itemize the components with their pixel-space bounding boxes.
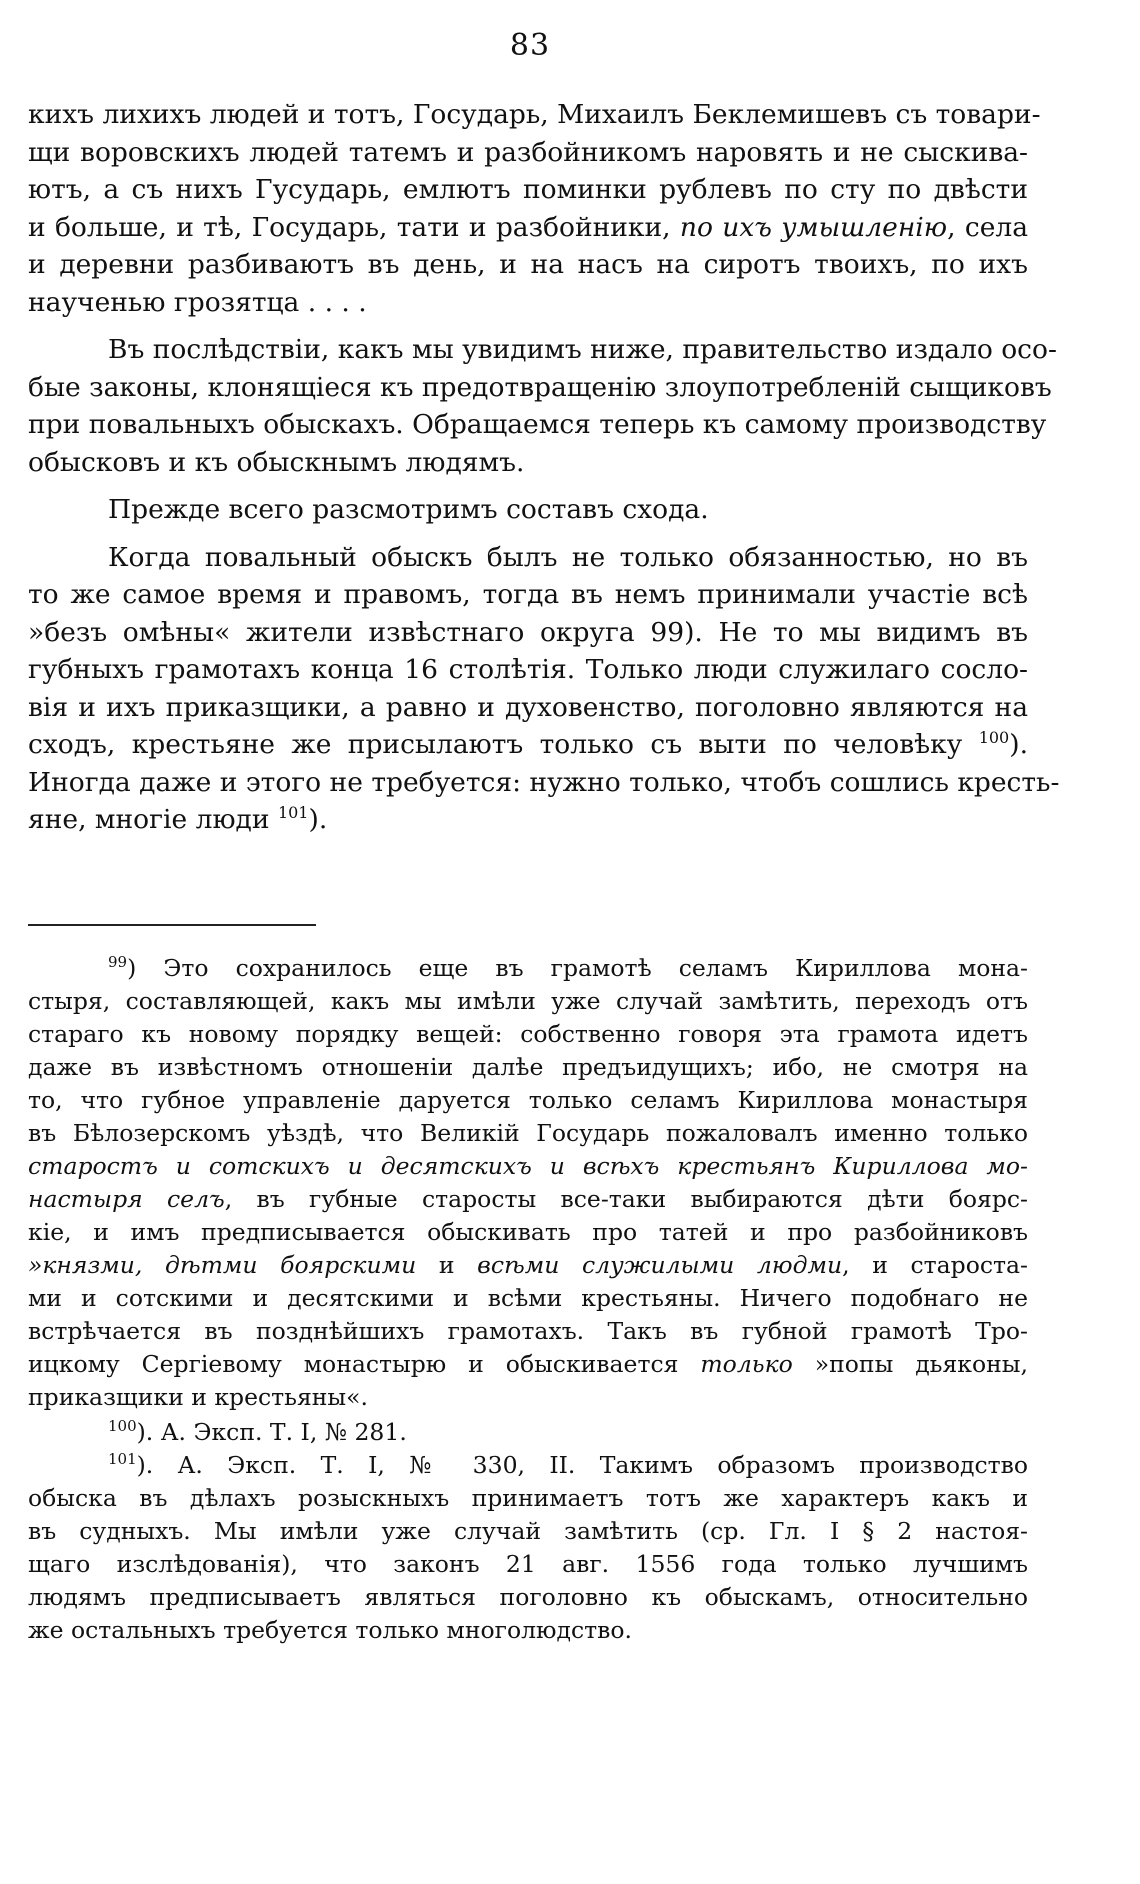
footnote-line: же остальныхъ требуется только многолюдство.	[28, 1616, 632, 1644]
footnote-line: приказщики и крестьяны«.	[28, 1383, 368, 1411]
footnote-line	[28, 952, 1028, 985]
footnote-line: то, что губное управленіе даруется только селамъ Кириллова монастыря	[28, 1086, 1028, 1114]
text-line: Иногда даже и этого не требуется: нужно только, чтобъ сошлись кресть-	[28, 766, 1060, 798]
text-line: при повальныхъ обыскахъ. Обращаемся теперь къ самому производству	[28, 409, 1047, 440]
text-fragment: и	[416, 1251, 478, 1279]
main-text	[28, 96, 1060, 839]
footnote-line: въ Бѣлозерскомъ уѣздѣ, что Великій Государь пожаловалъ именно только	[28, 1119, 1028, 1147]
emphasis-text: только	[700, 1350, 793, 1378]
text-line: Въ послѣдствіи, какъ мы увидимъ ниже, правительство издало осо-	[108, 334, 1057, 365]
text-fragment: , и староста-	[842, 1251, 1028, 1279]
text-line: щи воровскихъ людей татемъ и разбойникомъ наровять и не сыскива-	[28, 136, 1028, 168]
text-line: то же самое время и правомъ, тогда въ немъ принимали участіе всѣ	[28, 579, 1028, 610]
text-fragment: и больше, и тѣ, Государь, тати и разбойники,	[28, 211, 671, 243]
footnote-line: ми и сотскими и десятскими и всѣми крестьяны. Ничего подобнаго не	[28, 1284, 1028, 1312]
footnote-line	[28, 1183, 1028, 1216]
text-fragment: яне, многіе люди	[28, 804, 270, 835]
footnote-line	[28, 1348, 1028, 1381]
text-line: Когда повальный обыскъ былъ не только обязанностью, но въ	[108, 541, 1028, 573]
footnote-ref-100: 100	[978, 728, 1010, 747]
footnote-line	[28, 1249, 1028, 1282]
footnotes	[28, 952, 1028, 1647]
text-line	[28, 726, 1028, 764]
text-line: кихъ лихихъ людей и тотъ, Государь, Михаилъ Беклемишевъ съ товари-	[28, 99, 1041, 130]
text-fragment: ).	[308, 804, 328, 835]
page-number: 83	[509, 28, 551, 63]
footnote-line: стараго къ новому порядку вещей: собственно говоря эта грамота идетъ	[28, 1020, 1028, 1048]
footnote-line: въ судныхъ. Мы имѣли уже случай замѣтить (ср. Гл. I § 2 настоя-	[28, 1517, 1028, 1545]
text-line: Прежде всего разсмотримъ составъ схода.	[108, 494, 709, 525]
text-fragment: сходъ, крестьяне же присылаютъ только съ выти по человѣку	[28, 729, 963, 760]
text-fragment: ). А. Эксп. Т. I, № 330, II. Такимъ образомъ производство	[136, 1451, 1028, 1479]
text-line: »безъ омѣны« жители извѣстнаго округа 99). Не то мы видимъ въ	[28, 616, 1028, 648]
text-line: обысковъ и къ обыскнымъ людямъ.	[28, 446, 525, 478]
footnote-marker-100: 100	[108, 1417, 137, 1435]
text-line	[28, 801, 1028, 839]
footnote-line: встрѣчается въ позднѣйшихъ грамотахъ. Такъ въ губной грамотѣ Тро-	[28, 1317, 1028, 1345]
text-line: ютъ, а съ нихъ Гусударь, емлютъ поминки рублевъ по сту по двѣсти	[28, 174, 1028, 205]
footnote-line	[28, 1416, 1028, 1449]
footnote-line	[28, 1449, 1028, 1482]
footnote-marker-99: 99	[108, 953, 128, 971]
footnote-line: обыска въ дѣлахъ розыскныхъ принимаетъ тотъ же характеръ какъ и	[28, 1484, 1028, 1512]
emphasis-text: настыря селъ	[28, 1185, 225, 1213]
text-line: и деревни разбиваютъ въ день, и на насъ на сиротъ твоихъ, по ихъ	[28, 249, 1028, 280]
text-fragment: , въ губные старосты все-таки выбираются дѣти боярс-	[224, 1185, 1028, 1213]
text-line	[28, 209, 1028, 247]
footnote-separator	[28, 924, 316, 926]
text-line: наученью грозятца . . . .	[28, 286, 367, 318]
text-line: вія и ихъ приказщики, а равно и духовенство, поголовно являются на	[28, 691, 1028, 723]
text-fragment: ) Это сохранилось еще въ грамотѣ селамъ Кириллова мона-	[127, 954, 1028, 982]
text-fragment: ).	[1009, 729, 1028, 760]
footnote-marker-101: 101	[108, 1450, 137, 1468]
footnote-line: старостъ и сотскихъ и десятскихъ и всѣхъ крестьянъ Кириллова мо-	[28, 1152, 1028, 1180]
text-fragment: ицкому Сергіевому монастырю и обыскивается	[28, 1350, 679, 1378]
footnote-line: людямъ предписываетъ являться поголовно къ обыскамъ, относительно	[28, 1583, 1028, 1611]
text-fragment: ). А. Эксп. Т. I, № 281.	[136, 1418, 407, 1446]
footnote-ref-101: 101	[277, 803, 309, 822]
footnote-line: даже въ извѣстномъ отношеніи далѣе предъидущихъ; ибо, не смотря на	[28, 1053, 1028, 1081]
footnote-line: щаго изслѣдованія), что законъ 21 авг. 1556 года только лучшимъ	[28, 1550, 1028, 1578]
emphasis-text: всѣми служилыми людми	[477, 1251, 843, 1279]
text-fragment: »попы дьяконы,	[792, 1350, 1028, 1378]
emphasis-text: »князми, дѣтми боярскими	[28, 1251, 417, 1279]
text-line: губныхъ грамотахъ конца 16 столѣтія. Только люди служилаго сосло-	[28, 654, 1028, 685]
footnote-line: кіе, и имъ предписывается обыскивать про татей и про разбойниковъ	[28, 1218, 1028, 1246]
emphasis-text: по ихъ умышленію	[679, 211, 948, 243]
text-fragment: , села	[947, 211, 1029, 243]
text-line: бые законы, клонящіеся къ предотвращенію злоупотребленій сыщиковъ	[28, 371, 1052, 403]
footnote-line: стыря, составляющей, какъ мы имѣли уже случай замѣтить, переходъ отъ	[28, 987, 1028, 1015]
